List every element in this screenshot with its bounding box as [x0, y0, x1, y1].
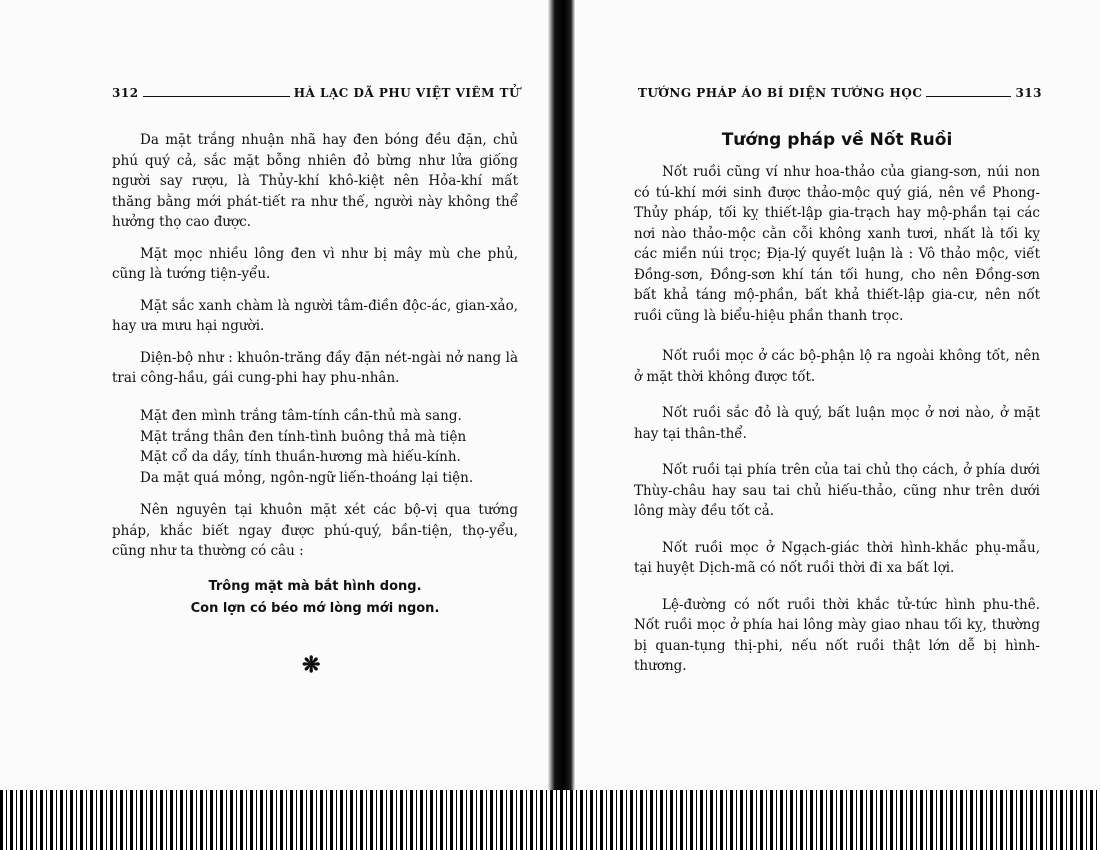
- left-running-header: [112, 86, 520, 100]
- closing-text: [112, 500, 518, 573]
- running-title: TƯỚNG PHÁP ÁO BÍ DIỆN TƯỚNG HỌC: [638, 86, 923, 100]
- proverb: [112, 576, 518, 620]
- running-title: HÀ LẠC DÃ PHU VIỆT VIÊM TỬ: [293, 86, 520, 100]
- paragraph: Nốt ruồi tại phía trên của tai chủ thọ cách, ở phía dưới Thùy-châu hay sau tai chủ hiếu-thảo, cũng như trên dưới lông mày đều tốt cả.: [634, 462, 1040, 519]
- book-spine: [548, 0, 575, 790]
- right-body-text: [634, 162, 1040, 688]
- paragraph: Nốt ruồi sắc đỏ là quý, bất luận mọc ở nơi nào, ở mặt hay tại thân-thể.: [634, 405, 1040, 442]
- verse-block: [140, 406, 520, 488]
- paragraph: Nốt ruồi mọc ở Ngạch-giác thời hình-khắc phụ-mẫu, tại huyệt Dịch-mã có nốt ruồi thời đi xa bất lợi.: [634, 539, 1040, 576]
- paragraph: Nên nguyên tại khuôn mặt xét các bộ-vị qua tướng pháp, khắc biết ngay được phú-quý, bần-tiện, thọ-yểu, cũng như ta thường có câu :: [112, 502, 518, 559]
- scan-barcode-strip: [0, 790, 1100, 850]
- left-body-text: [112, 130, 518, 400]
- right-running-header: [638, 86, 1042, 100]
- proverb-line: Con lợn có béo mớ lòng mới ngon.: [190, 601, 440, 616]
- paragraph: Mặt sắc xanh chàm là người tâm-điền độc-ác, gian-xảo, hay ưa mưu hại người.: [112, 297, 518, 334]
- page-number: 312: [112, 86, 139, 100]
- paragraph: Lệ-đường có nốt ruồi thời khắc tử-tức hình phu-thê. Nốt ruồi mọc ở phía hai lông mày giao nhau tối kỵ, thường bị quan-tụng thị-phi, nếu nốt ruồi thật lớn dễ bị hình-thương.: [634, 596, 1040, 674]
- header-rule: [143, 96, 290, 97]
- paragraph: Da mặt trắng nhuận nhã hay đen bóng đều đặn, chủ phú quý cả, sắc mặt bỗng nhiên đỏ bừng như lửa giống người say rượu, là Thủy-khí khô-kiệt nên Hỏa-khí mất thăng bằng mới phát-tiết ra như thế, người này không thể hưởng thọ cao được.: [112, 132, 518, 230]
- ornament-icon: ❋: [302, 652, 321, 678]
- verse-line: Mặt trắng thân đen tính-tình buông thả mà tiện: [140, 428, 467, 445]
- paragraph: Nốt ruồi cũng ví như hoa-thảo của giang-sơn, núi non có tú-khí mới sinh được thảo-mộc quý giá, nên về Phong-Thủy pháp, tối kỵ thiết-lập gia-trạch hay mộ-phần tại các nơi nào thảo-mộc cằn cỗi không xanh tươi, nhất là tối kỵ các miền núi trọc; Địa-lý quyết luận là : Vô thảo mộc, viết Đồng-sơn, Đồng-sơn khí tán tối hung, cho nên Đồng-sơn bất khả táng mộ-phần, bất khả thiết-lập gia-cư, nên nốt ruồi cũng là biểu-hiệu phần thanh trọc.: [634, 164, 1040, 324]
- paragraph: Diện-bộ như : khuôn-trăng đầy đặn nét-ngài nở nang là trai công-hầu, gái cung-phi hay phu-nhân.: [112, 349, 518, 386]
- verse-line: Mặt đen mình trắng tâm-tính cần-thủ mà sang.: [140, 408, 462, 424]
- page-number: 313: [1015, 86, 1042, 100]
- verse-line: Da mặt quá mỏng, ngôn-ngữ liến-thoáng lại tiện.: [140, 469, 474, 486]
- header-rule: [926, 96, 1011, 97]
- verse-line: Mặt cổ da dầy, tính thuần-hương mà hiếu-kính.: [140, 449, 461, 465]
- section-title: Tướng pháp về Nốt Ruồi: [721, 130, 953, 150]
- proverb-line: Trông mặt mà bắt hình dong.: [208, 579, 422, 594]
- paragraph: Nốt ruồi mọc ở các bộ-phận lộ ra ngoài không tốt, nên ở mặt thời không được tốt.: [634, 348, 1040, 385]
- paragraph: Mặt mọc nhiều lông đen vì như bị mây mù che phủ, cũng là tướng tiện-yểu.: [112, 245, 518, 282]
